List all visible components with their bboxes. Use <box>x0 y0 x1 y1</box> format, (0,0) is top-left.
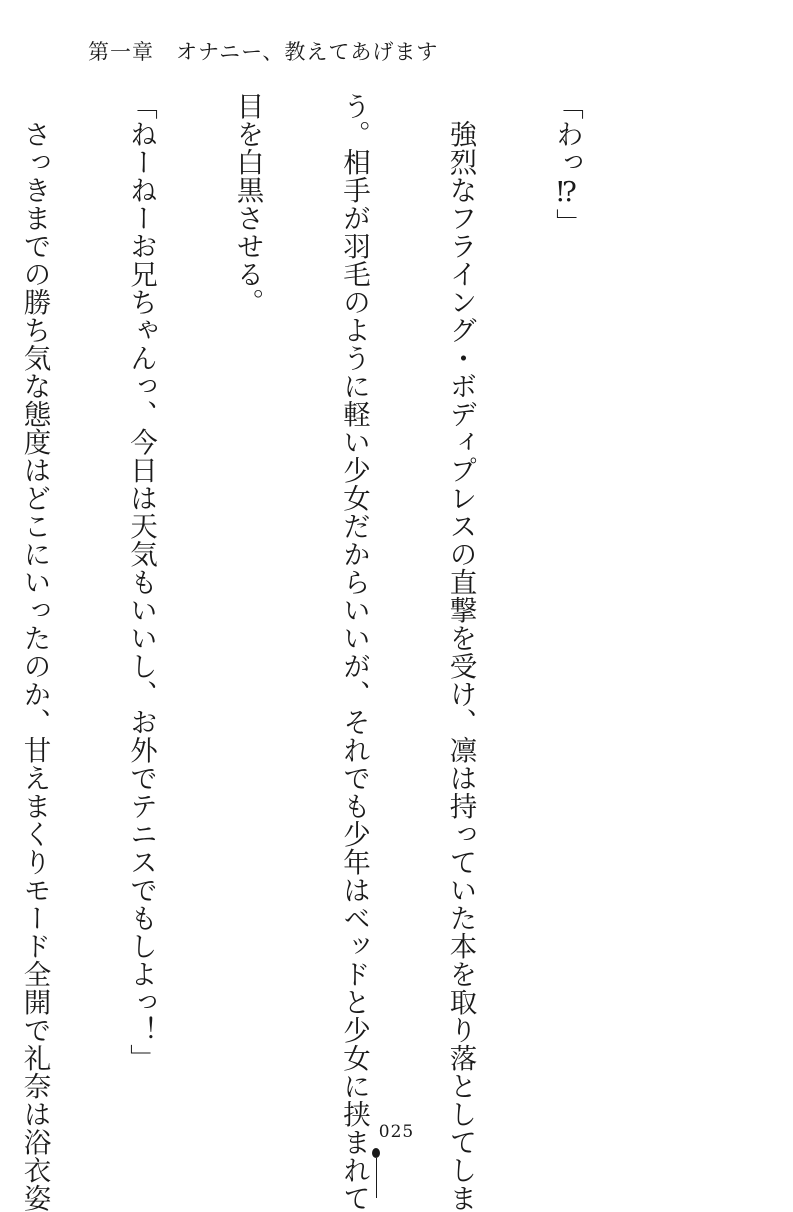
text-line: 「わっ⁉」 <box>551 92 583 237</box>
chapter-title: オナニー、教えてあげます <box>176 40 439 64</box>
ribbon-cord <box>376 1158 377 1198</box>
chapter-label: 第一章 <box>88 40 154 64</box>
text-line: 「ねーねーお兄ちゃんっ、今日は天気もいいし、お外でテニスでもしよっ！」 <box>125 92 157 1072</box>
text-line: さっきまでの勝ち気な態度はどこにいったのか、甘えまくりモード全開で礼奈は浴衣姿 <box>18 92 51 1212</box>
running-header <box>88 36 438 66</box>
text-line: 強烈なフライング・ボディプレスの直撃を受け、凛は持っていた本を取り落としてしま <box>444 92 477 1212</box>
bookmark-ribbon <box>371 1148 381 1160</box>
text-line: 目を白黒させる。 <box>231 92 264 316</box>
text-line: う。相手が羽毛のように軽い少女だからいいが、それでも少年はベッドと少女に挟まれて <box>338 92 370 1212</box>
ribbon-bead <box>372 1148 380 1158</box>
page-number: 025 <box>378 1122 415 1142</box>
